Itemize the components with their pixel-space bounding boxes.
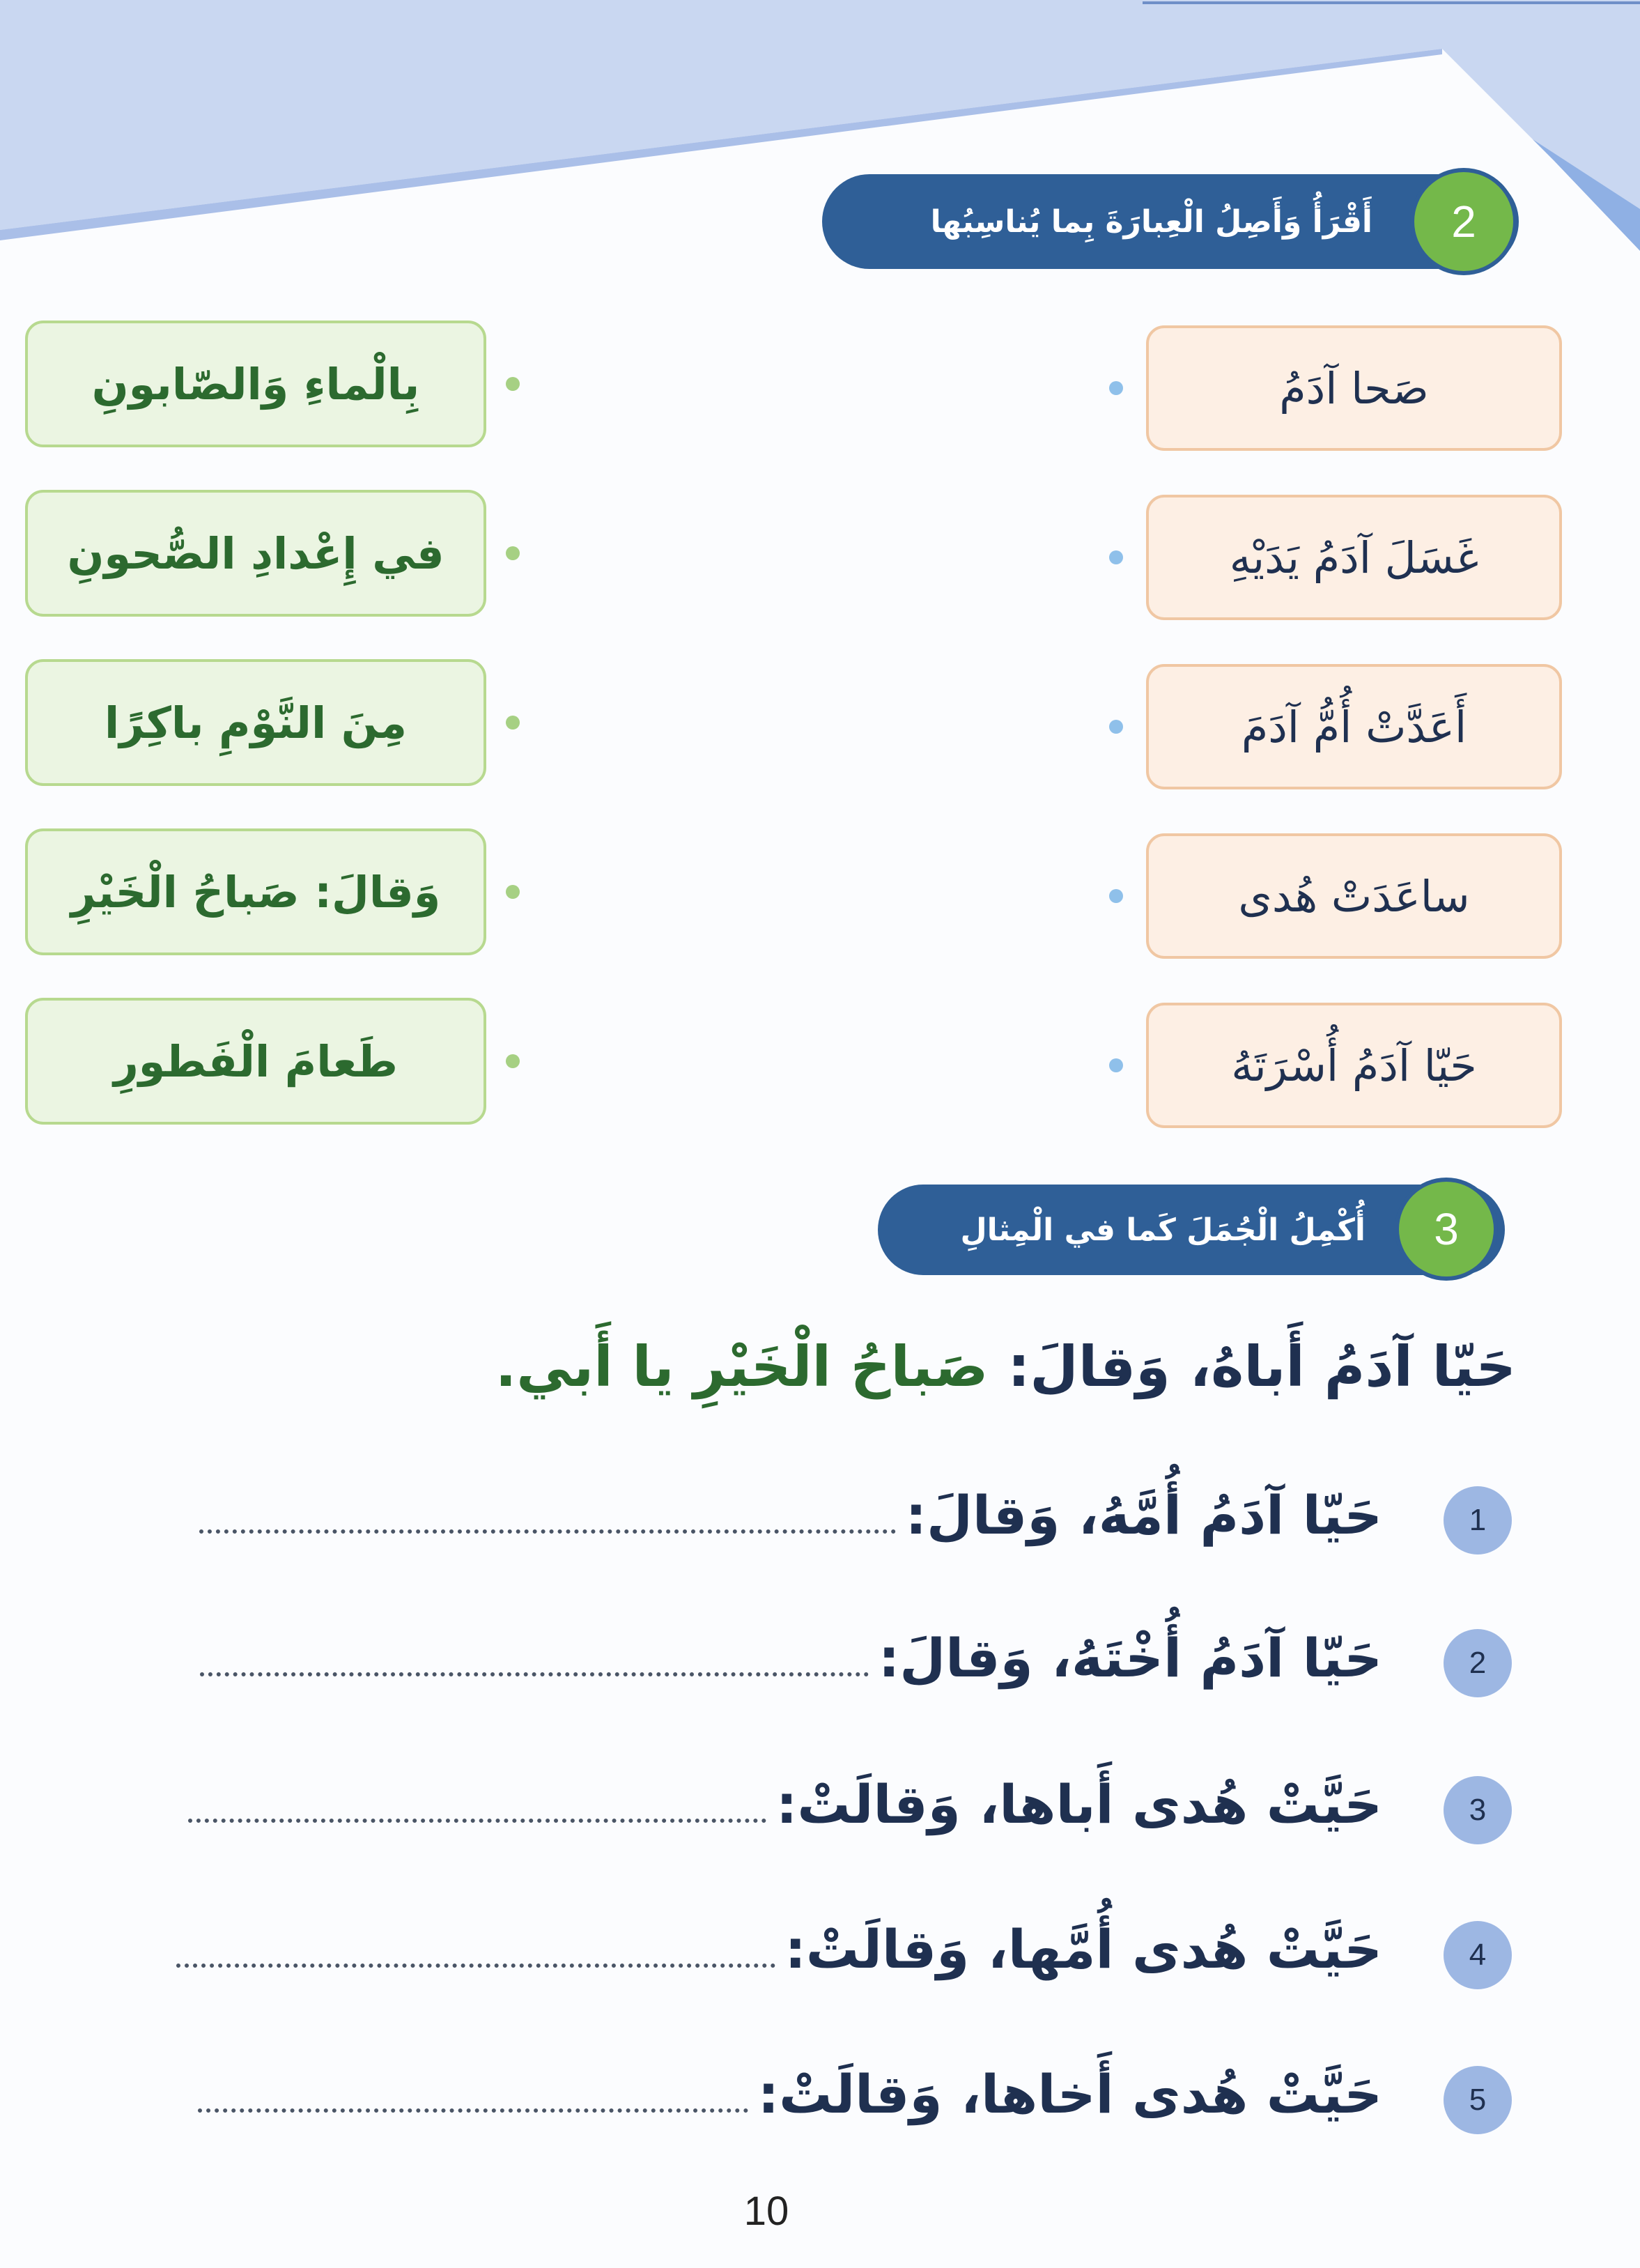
phrase-connector-dot-4[interactable] [1109, 889, 1123, 903]
phrase-connector-dot-2[interactable] [1109, 550, 1123, 564]
exercise-number-2: 2 [1444, 1629, 1512, 1697]
match-box-5[interactable]: طَعامَ الْفَطورِ [25, 998, 486, 1125]
match-connector-dot-2[interactable] [506, 546, 520, 560]
exercise-answer-blank-1[interactable] [199, 1515, 896, 1534]
section3-title: أُكْمِلُ الْجُمَلَ كَما في الْمِثالِ [960, 1212, 1366, 1248]
example-sentence-completion: صَباحُ الْخَيْرِ يا أَبي. [495, 1334, 989, 1399]
exercise-prompt-2: حَيّا آدَمُ أُخْتَهُ، وَقالَ: [878, 1627, 1382, 1689]
exercise-row-1 [199, 1484, 1382, 1546]
match-box-4[interactable]: وَقالَ: صَباحُ الْخَيْرِ [25, 828, 486, 955]
phrase-box-4[interactable]: ساعَدَتْ هُدى [1146, 833, 1562, 959]
example-sentence-start: حَيّا آدَمُ أَباهُ، وَقالَ: [1007, 1334, 1516, 1399]
exercise-number-5: 5 [1444, 2066, 1512, 2134]
exercise-row-5 [198, 2063, 1382, 2125]
page-number: 10 [743, 2189, 789, 2234]
exercise-answer-blank-5[interactable] [198, 2095, 748, 2113]
match-connector-dot-1[interactable] [506, 377, 520, 391]
exercise-prompt-5: حَيَّتْ هُدى أَخاها، وَقالَتْ: [757, 2063, 1382, 2125]
section2-number-badge: 2 [1414, 172, 1513, 271]
match-box-2[interactable]: في إِعْدادِ الصُّحونِ [25, 490, 486, 617]
exercise-prompt-1: حَيّا آدَمُ أُمَّهُ، وَقالَ: [905, 1484, 1382, 1546]
exercise-number-4: 4 [1444, 1921, 1512, 1989]
exercise-number-1: 1 [1444, 1486, 1512, 1555]
example-sentence [495, 1334, 1516, 1399]
phrase-connector-dot-1[interactable] [1109, 381, 1123, 395]
phrase-connector-dot-5[interactable] [1109, 1058, 1123, 1072]
exercise-prompt-3: حَيَّتْ هُدى أَباها، وَقالَتْ: [775, 1773, 1382, 1835]
exercise-answer-blank-4[interactable] [176, 1950, 775, 1968]
match-box-1[interactable]: بِالْماءِ وَالصّابونِ [25, 321, 486, 447]
phrase-box-1[interactable]: صَحا آدَمُ [1146, 325, 1562, 451]
exercise-row-4 [176, 1918, 1383, 1980]
phrase-box-3[interactable]: أَعَدَّتْ أُمُّ آدَمَ [1146, 664, 1562, 789]
phrase-connector-dot-3[interactable] [1109, 720, 1123, 734]
phrase-box-2[interactable]: غَسَلَ آدَمُ يَدَيْهِ [1146, 495, 1562, 620]
match-connector-dot-3[interactable] [506, 716, 520, 730]
match-connector-dot-5[interactable] [506, 1054, 520, 1068]
match-box-3[interactable]: مِنَ النَّوْمِ باكِرًا [25, 659, 486, 786]
section2-title: أَقْرَأُ وَأَصِلُ الْعِبارَةَ بِما يُناسِبُها [930, 203, 1372, 240]
exercise-row-2 [200, 1627, 1382, 1689]
exercise-number-3: 3 [1444, 1776, 1512, 1844]
section3-number-badge: 3 [1399, 1182, 1494, 1276]
exercise-prompt-4: حَيَّتْ هُدى أُمَّها، وَقالَتْ: [784, 1918, 1382, 1980]
exercise-answer-blank-2[interactable] [200, 1658, 869, 1676]
exercise-answer-blank-3[interactable] [188, 1805, 766, 1823]
exercise-row-3 [188, 1773, 1382, 1835]
match-connector-dot-4[interactable] [506, 885, 520, 899]
phrase-box-5[interactable]: حَيّا آدَمُ أُسْرَتَهُ [1146, 1003, 1562, 1128]
